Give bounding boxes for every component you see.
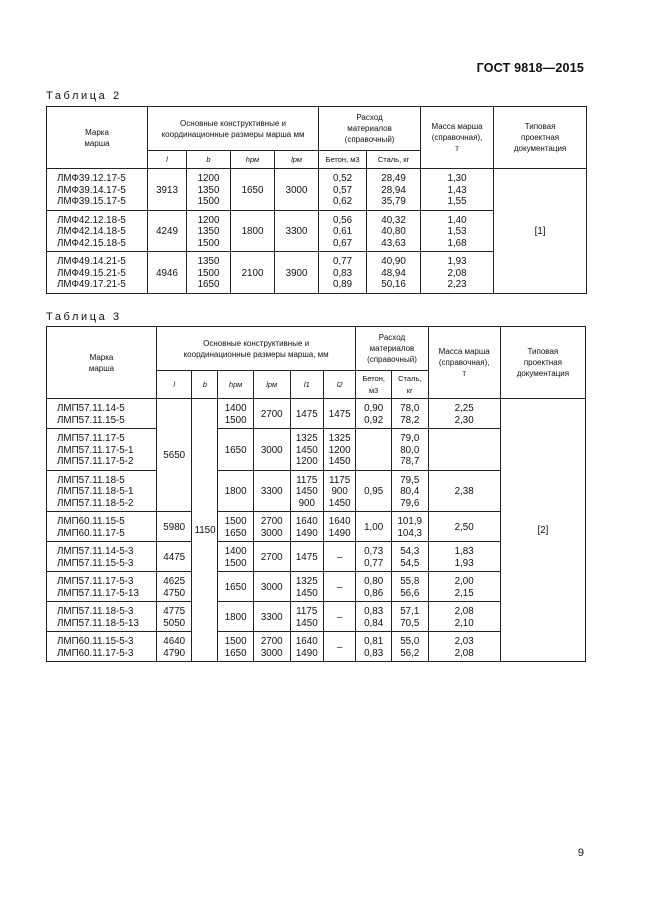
h-rm-cell: 1500 1650 [218,632,254,662]
l-rm-cell: 2700 3000 [253,512,290,542]
page-number: 9 [577,847,584,859]
subheader-steel: Сталь, кг [391,371,428,399]
h-rm-cell: 1500 1650 [218,512,254,542]
header-materials: Расход материалов (справочный) [356,327,428,371]
documentation-ref: [2] [500,399,585,662]
documentation-ref: [1] [494,169,587,294]
subheader-l-rm: lрм [275,151,319,169]
mass-cell [428,429,500,471]
mass-cell: 2,08 2,10 [428,602,500,632]
table-3-caption: Таблица 3 [46,311,122,323]
header-dimensions: Основные конструктивные и координационные размеры марша, мм [156,327,355,371]
mark-cell: ЛМП57.11.18-5-3 ЛМП57.11.18-5-13 [47,602,157,632]
steel-cell: 57,1 70,5 [391,602,428,632]
steel-cell: 55,8 56,6 [391,572,428,602]
steel-cell: 79,5 80,4 79,6 [391,470,428,512]
subheader-concrete: Бетон, м3 [356,371,392,399]
l2-cell: 1475 [323,399,355,429]
subheader-l: l [156,371,192,399]
mark-cell: ЛМП57.11.17-5 ЛМП57.11.17-5-1 ЛМП57.11.17-5-2 [47,429,157,471]
l1-cell: 1475 [290,399,323,429]
mass-cell: 1,93 2,08 2,23 [421,252,494,294]
steel-cell: 101,9 104,3 [391,512,428,542]
subheader-h-rm: hрм [218,371,254,399]
l-rm-cell: 2700 [253,542,290,572]
mass-cell: 1,40 1,53 1,68 [421,210,494,252]
l2-cell: – [323,632,355,662]
l-rm-cell: 3000 [253,572,290,602]
l-cell: 5980 [156,512,192,542]
b-cell: 1200 1350 1500 [187,210,231,252]
mark-cell: ЛМП57.11.14-5 ЛМП57.11.15-5 [47,399,157,429]
subheader-l2: l2 [323,371,355,399]
header-mass: Масса марша (справочная), т [421,107,494,169]
header-materials: Расход материалов (справочный) [319,107,421,151]
subheader-l-rm: lрм [253,371,290,399]
l2-cell: – [323,602,355,632]
mark-cell: ЛМП60.11.15-5 ЛМП60.11.17-5 [47,512,157,542]
header-documentation: Типовая проектная документация [494,107,587,169]
concrete-cell [356,429,392,471]
header-mass: Масса марша (справочная), т [428,327,500,399]
steel-cell: 40,90 48,94 50,16 [367,252,421,294]
concrete-cell: 0,90 0,92 [356,399,392,429]
l-rm-cell: 3300 [253,602,290,632]
header-documentation: Типовая проектная документация [500,327,585,399]
header-mark: Марка марша [47,327,157,399]
h-rm-cell: 1800 [231,210,275,252]
mark-cell: ЛМФ42.12.18-5 ЛМФ42.14.18-5 ЛМФ42.15.18-5 [47,210,148,252]
b-cell: 1200 1350 1500 [187,169,231,211]
l-cell: 4640 4790 [156,632,192,662]
steel-cell: 78,0 78,2 [391,399,428,429]
h-rm-cell: 1650 [231,169,275,211]
subheader-concrete: Бетон, м3 [319,151,367,169]
subheader-h-rm: hрм [231,151,275,169]
concrete-cell: 0,95 [356,470,392,512]
l-cell: 4775 5050 [156,602,192,632]
concrete-cell: 0,80 0,86 [356,572,392,602]
l2-cell: – [323,542,355,572]
b-cell: 1350 1500 1650 [187,252,231,294]
mark-cell: ЛМП57.11.17-5-3 ЛМП57.11.17-5-13 [47,572,157,602]
l2-cell: 1640 1490 [323,512,355,542]
mark-cell: ЛМФ39.12.17-5 ЛМФ39.14.17-5 ЛМФ39.15.17-5 [47,169,148,211]
subheader-l: l [148,151,187,169]
h-rm-cell: 1400 1500 [218,399,254,429]
subheader-l1: l1 [290,371,323,399]
concrete-cell: 0,77 0,83 0,89 [319,252,367,294]
l2-cell: 1325 1200 1450 [323,429,355,471]
b-cell: 1150 [192,399,218,662]
mass-cell: 2,25 2,30 [428,399,500,429]
l-rm-cell: 2700 3000 [253,632,290,662]
concrete-cell: 0,52 0,57 0,62 [319,169,367,211]
steel-cell: 40,32 40,80 43,63 [367,210,421,252]
mass-cell: 1,30 1,43 1,55 [421,169,494,211]
steel-cell: 55,0 56,2 [391,632,428,662]
h-rm-cell: 2100 [231,252,275,294]
h-rm-cell: 1650 [218,572,254,602]
table-row [47,169,587,211]
l2-cell: 1175 900 1450 [323,470,355,512]
l-cell: 3913 [148,169,187,211]
h-rm-cell: 1650 [218,429,254,471]
l1-cell: 1475 [290,542,323,572]
l-cell: 5650 [156,399,192,512]
mass-cell: 2,50 [428,512,500,542]
l-rm-cell: 2700 [253,399,290,429]
l1-cell: 1325 1450 1200 [290,429,323,471]
concrete-cell: 1,00 [356,512,392,542]
mass-cell: 2,03 2,08 [428,632,500,662]
table-2 [46,106,587,294]
table-row [47,399,586,429]
l-cell: 4475 [156,542,192,572]
subheader-b: b [187,151,231,169]
l1-cell: 1640 1490 [290,512,323,542]
mark-cell: ЛМФ49.14.21-5 ЛМФ49.15.21-5 ЛМФ49.17.21-5 [47,252,148,294]
concrete-cell: 0,56 0,61 0,67 [319,210,367,252]
l-rm-cell: 3300 [253,470,290,512]
l-rm-cell: 3300 [275,210,319,252]
mass-cell: 1,83 1,93 [428,542,500,572]
subheader-b: b [192,371,218,399]
l-rm-cell: 3000 [275,169,319,211]
mark-cell: ЛМП60.11.15-5-3 ЛМП60.11.17-5-3 [47,632,157,662]
l2-cell: – [323,572,355,602]
concrete-cell: 0,83 0,84 [356,602,392,632]
table-2-caption: Таблица 2 [46,90,122,102]
mass-cell: 2,00 2,15 [428,572,500,602]
header-mark: Марка марша [47,107,148,169]
l1-cell: 1175 1450 [290,602,323,632]
l-cell: 4249 [148,210,187,252]
l-rm-cell: 3000 [253,429,290,471]
mark-cell: ЛМП57.11.18-5 ЛМП57.11.18-5-1 ЛМП57.11.18-5-2 [47,470,157,512]
concrete-cell: 0,81 0,83 [356,632,392,662]
header-dimensions: Основные конструктивные и координационные размеры марша мм [148,107,319,151]
l-rm-cell: 3900 [275,252,319,294]
subheader-steel: Сталь, кг [367,151,421,169]
standard-designation: ГОСТ 9818—2015 [476,61,584,75]
h-rm-cell: 1800 [218,470,254,512]
l-cell: 4946 [148,252,187,294]
h-rm-cell: 1400 1500 [218,542,254,572]
l-cell: 4625 4750 [156,572,192,602]
steel-cell: 54,3 54,5 [391,542,428,572]
concrete-cell: 0,73 0,77 [356,542,392,572]
h-rm-cell: 1800 [218,602,254,632]
table-3 [46,326,586,662]
mark-cell: ЛМП57.11.14-5-3 ЛМП57.11.15-5-3 [47,542,157,572]
l1-cell: 1325 1450 [290,572,323,602]
l1-cell: 1175 1450 900 [290,470,323,512]
steel-cell: 79,0 80,0 78,7 [391,429,428,471]
steel-cell: 28,49 28,94 35,79 [367,169,421,211]
l1-cell: 1640 1490 [290,632,323,662]
mass-cell: 2,38 [428,470,500,512]
